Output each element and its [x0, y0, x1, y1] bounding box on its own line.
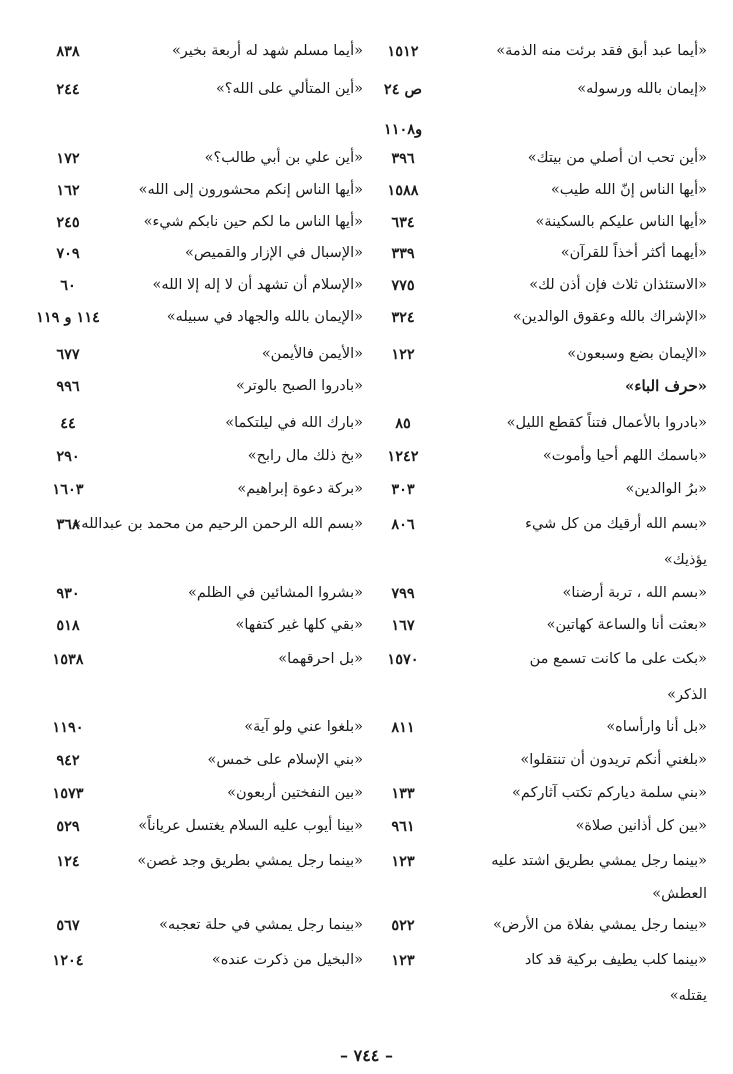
entry-text: «إيمان بالله ورسوله» [577, 81, 707, 97]
index-row [0, 338, 733, 371]
entry-text: «بينما كلب يطيف بركية قد كاد [524, 952, 707, 968]
entry-text [135, 544, 363, 577]
entry-number: ٣٠٣ [391, 481, 415, 498]
entry-number: ٢٤٤ [56, 81, 80, 98]
entry-text: «الإسلام أن تشهد أن لا إله إلا الله» [152, 277, 363, 293]
entry-text: «أين تحب ان أصلي من بيتك» [527, 150, 707, 166]
entry-text: «بين كل أذانين صلاة» [575, 818, 707, 834]
index-row [0, 237, 733, 270]
entry-text: «أين المتألي على الله؟» [215, 81, 363, 97]
entry-number: ٦٧٧ [56, 346, 80, 363]
index-row [0, 440, 733, 473]
entry-text: «بخ ذلك مال رابح» [247, 448, 363, 464]
entry-number: ٣٣٩ [391, 245, 415, 262]
entry-number: ٣٢٤ [391, 309, 415, 326]
index-row [0, 810, 733, 843]
entry-number: ٥٢٢ [391, 917, 415, 934]
entry-number: ٤٤ [60, 415, 76, 432]
entry-number: ٩٣٠ [56, 585, 80, 602]
entry-number [373, 544, 433, 577]
index-row [0, 944, 733, 977]
index-row [0, 878, 733, 911]
entry-number [13, 980, 123, 1013]
index-row [0, 711, 733, 744]
entry-text: «الإسبال في الإزار والقميص» [184, 245, 363, 261]
entry-number [373, 370, 433, 403]
entry-number: ٧٠٩ [56, 245, 80, 262]
entry-number [373, 980, 433, 1013]
entry-number: ١٢٠٤ [52, 952, 84, 969]
index-row [0, 609, 733, 642]
entry-text: «بادروا بالأعمال فتناً كقطع الليل» [506, 415, 707, 431]
entry-text: «بكت على ما كانت تسمع من [529, 651, 707, 667]
entry-number: ٣٩٦ [391, 150, 415, 167]
index-row [0, 845, 733, 878]
entry-number: ١١٩٠ [52, 719, 84, 736]
index-row [0, 73, 733, 106]
index-row [0, 407, 733, 440]
entry-number: ١٧٢ [56, 150, 80, 167]
entry-number: ١٥٧٣ [52, 785, 84, 802]
entry-number: ١٦٠٣ [52, 481, 84, 498]
entry-number: ١٥٧٠ [387, 651, 419, 668]
entry-number: ٨٥ [395, 415, 411, 432]
entry-number: ٧٧٥ [391, 277, 415, 294]
entry-text: «بسم الله أرقيك من كل شيء [525, 516, 707, 532]
entry-text: يقتله» [669, 988, 707, 1004]
entry-number: ٨٠٦ [391, 516, 415, 533]
index-row [0, 35, 733, 68]
entry-text: «بينما رجل يمشي بفلاة من الأرض» [492, 917, 707, 933]
entry-text: «أيها الناس إنكم محشورون إلى الله» [138, 182, 363, 198]
entry-text: «بل أنا وارأساه» [606, 719, 707, 735]
index-row [0, 370, 733, 403]
entry-text: الذكر» [667, 687, 707, 703]
entry-text: «بلغني أنكم تريدون أن تنتقلوا» [520, 752, 707, 768]
index-row [0, 473, 733, 506]
entry-number: ٦٠ [60, 277, 76, 294]
entry-text: «البخيل من ذكرت عنده» [211, 952, 363, 968]
entry-number: ٣٦٨ [56, 516, 80, 533]
entry-text: «بقي كلها غير كتفها» [235, 617, 363, 633]
entry-number: ١٥٨٨ [387, 182, 419, 199]
entry-text: «بركة دعوة إبراهيم» [237, 481, 363, 497]
entry-text: «بينما رجل يمشي بطريق وجد غصن» [137, 853, 363, 869]
entry-text: «بينا أيوب عليه السلام يغتسل عرياناً» [138, 818, 363, 834]
entry-number: ٢٩٠ [56, 448, 80, 465]
entry-text: «بني سلمة دياركم تكتب آثاركم» [512, 785, 707, 801]
entry-text: «بينما رجل يمشي بطريق اشتد عليه [491, 853, 707, 869]
entry-text: «بين النفختين أربعون» [227, 785, 363, 801]
entry-text: «بادروا الصبح بالوتر» [235, 378, 363, 394]
entry-number [13, 878, 123, 911]
entry-text [135, 878, 363, 911]
entry-number: ٢٤٥ [56, 214, 80, 231]
index-row [0, 909, 733, 942]
entry-number [13, 679, 123, 712]
entry-number: ٩٩٦ [56, 378, 80, 395]
index-row [0, 643, 733, 676]
index-row [0, 777, 733, 810]
entry-number: ٨١١ [391, 719, 415, 736]
entry-text: «باسمك اللهم أحيا وأموت» [542, 448, 707, 464]
entry-text: «بسم الله ، تربة أرضنا» [562, 585, 707, 601]
entry-text: «بني الإسلام على خمس» [207, 752, 363, 768]
entry-number: ١٢٢ [391, 346, 415, 363]
entry-number [13, 544, 123, 577]
section-heading: «حرف الباء» [625, 377, 707, 395]
index-row [0, 980, 733, 1013]
index-row [0, 142, 733, 175]
entry-text: «بشروا المشائين في الظلم» [187, 585, 363, 601]
entry-number: ١٢٤ [56, 853, 80, 870]
entry-text: «بينما رجل يمشي في حلة تعجبه» [159, 917, 363, 933]
entry-text [135, 679, 363, 712]
entry-number: ٥٦٧ [56, 917, 80, 934]
entry-text: «أيما مسلم شهد له أربعة بخير» [171, 43, 363, 59]
entry-text: «الإيمان بضع وسبعون» [567, 346, 707, 362]
entry-number: ٨٣٨ [56, 43, 80, 60]
entry-number [373, 679, 433, 712]
entry-text: «أيما عبد أبق فقد برئت منه الذمة» [496, 43, 707, 59]
entry-number: ١٦٧ [391, 617, 415, 634]
entry-text: «بسم الله الرحمن الرحيم من محمد بن عبدالله» [72, 516, 363, 532]
entry-text: «الإشراك بالله وعقوق الوالدين» [512, 309, 707, 325]
entry-text: «أيها الناس ما لكم حين نابكم شيء» [143, 214, 363, 230]
index-row [0, 508, 733, 541]
entry-text: «الإيمان بالله والجهاد في سبيله» [166, 309, 363, 325]
entry-number: ١٦٢ [56, 182, 80, 199]
index-row [0, 544, 733, 577]
entry-text: «أين علي بن أبي طالب؟» [204, 150, 363, 166]
entry-number: ١٢٣ [391, 853, 415, 870]
entry-number: ٦٣٤ [391, 214, 415, 231]
entry-text: «بارك الله في ليلتكما» [225, 415, 363, 431]
index-row [0, 174, 733, 207]
entry-text: «بل احرقهما» [278, 651, 363, 667]
entry-number: ٥٢٩ [56, 818, 80, 835]
entry-text: «أيها الناس عليكم بالسكينة» [535, 214, 707, 230]
entry-text: «برُ الوالدين» [625, 481, 707, 497]
entry-text: «بعثت أنا والساعة كهاتين» [546, 617, 707, 633]
entry-text: العطش» [652, 886, 707, 902]
entry-number: ١٣٣ [391, 785, 415, 802]
entry-number: ١٢٣ [391, 952, 415, 969]
entry-text: «أيهما أكثر أخذاً للقرآن» [560, 245, 707, 261]
entry-text: «الاستئذان ثلاث فإن أذن لك» [529, 277, 707, 293]
index-row [0, 744, 733, 777]
entry-text: «أيها الناس إنّ الله طيب» [550, 182, 707, 198]
index-row [0, 206, 733, 239]
entry-number: ٩٤٢ [56, 752, 80, 769]
index-row [0, 301, 733, 334]
entry-text [135, 980, 363, 1013]
entry-text: «الأيمن فالأيمن» [261, 346, 363, 362]
entry-number [373, 878, 433, 911]
entry-number: ١١٤ و ١١٩ [36, 309, 100, 326]
entry-number: ١٥١٢ [387, 43, 419, 60]
entry-text: يؤذيك» [663, 552, 707, 568]
index-row [0, 679, 733, 712]
entry-text: «بلغوا عني ولو آية» [244, 719, 363, 735]
entry-number: ١٢٤٢ [387, 448, 419, 465]
entry-number: ٥١٨ [56, 617, 80, 634]
entry-number: ١٥٣٨ [52, 651, 84, 668]
index-row [0, 577, 733, 610]
entry-number: ٧٩٩ [391, 585, 415, 602]
page-number: – ٧٤٤ – [340, 1046, 393, 1065]
index-row [0, 269, 733, 302]
entry-number: ص ٢٤ [383, 81, 423, 98]
entry-number: ٩٦١ [391, 818, 415, 835]
entry-number [373, 744, 433, 777]
entry-number: و١١٠٨ [383, 121, 423, 138]
